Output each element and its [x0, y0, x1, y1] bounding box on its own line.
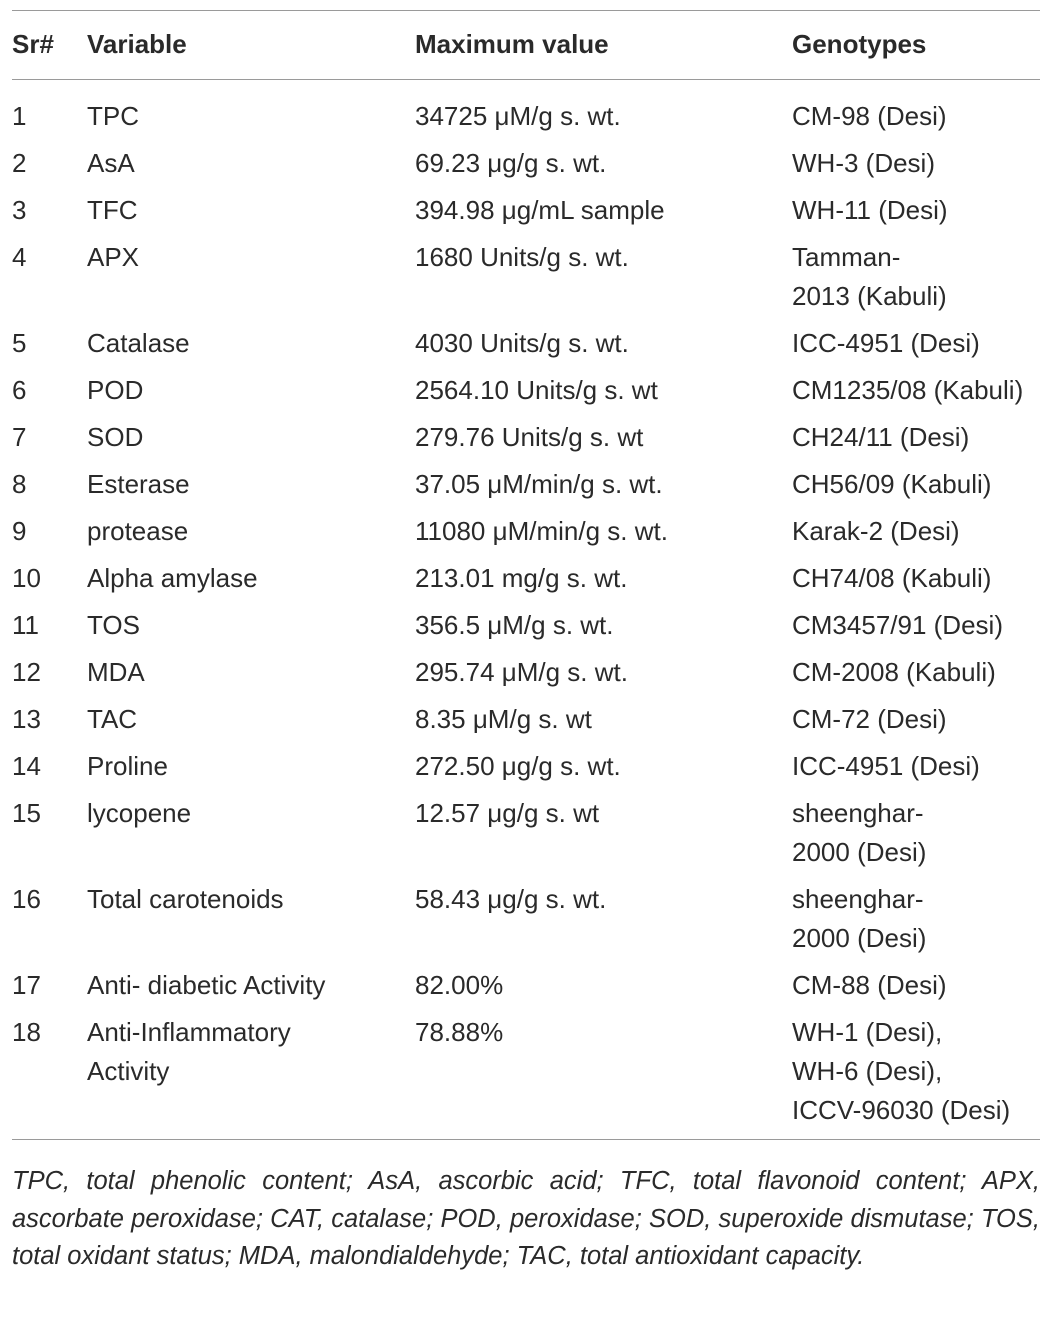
- cell-sr-line: 6: [12, 375, 27, 405]
- cell-variable: [87, 555, 415, 602]
- table-row: [12, 187, 1040, 234]
- cell-genotypes: [792, 962, 1040, 1009]
- cell-genotypes-line: CH56/09 (Kabuli): [792, 469, 992, 499]
- cell-genotypes-line: CM-2008 (Kabuli): [792, 657, 996, 687]
- cell-genotypes-line: WH-1 (Desi),: [792, 1017, 943, 1047]
- table-body: [12, 80, 1040, 1140]
- cell-maximum-value: [415, 649, 792, 696]
- cell-sr: [12, 1009, 87, 1140]
- cell-maximum-value-line: 279.76 Units/g s. wt: [415, 422, 644, 452]
- cell-maximum-value: [415, 508, 792, 555]
- cell-variable-line: Catalase: [87, 328, 190, 358]
- cell-genotypes-line: CM-98 (Desi): [792, 101, 947, 131]
- cell-variable: [87, 876, 415, 962]
- cell-sr-line: 15: [12, 798, 41, 828]
- cell-genotypes: [792, 140, 1040, 187]
- cell-sr-line: 5: [12, 328, 27, 358]
- cell-sr: [12, 696, 87, 743]
- table-row: [12, 140, 1040, 187]
- cell-sr: [12, 320, 87, 367]
- cell-sr: [12, 140, 87, 187]
- cell-genotypes-line: ICC-4951 (Desi): [792, 328, 980, 358]
- cell-genotypes-line: ICC-4951 (Desi): [792, 751, 980, 781]
- table-row: [12, 555, 1040, 602]
- cell-genotypes-line: CM-88 (Desi): [792, 970, 947, 1000]
- cell-genotypes-line: CM1235/08 (Kabuli): [792, 375, 1024, 405]
- cell-genotypes-line: WH-6 (Desi),: [792, 1056, 943, 1086]
- table-row: [12, 414, 1040, 461]
- cell-maximum-value-line: 272.50 μg/g s. wt.: [415, 751, 621, 781]
- cell-maximum-value-line: 213.01 mg/g s. wt.: [415, 563, 628, 593]
- cell-sr: [12, 555, 87, 602]
- cell-variable-line: lycopene: [87, 798, 192, 828]
- cell-variable-line: AsA: [87, 148, 135, 178]
- cell-sr-line: 3: [12, 195, 27, 225]
- cell-variable-line: Anti-Inflammatory: [87, 1017, 291, 1047]
- cell-maximum-value-line: 34725 μM/g s. wt.: [415, 101, 621, 131]
- cell-sr: [12, 461, 87, 508]
- cell-maximum-value: [415, 962, 792, 1009]
- header-variable: Variable: [87, 29, 187, 59]
- cell-genotypes: [792, 555, 1040, 602]
- cell-sr-line: 16: [12, 884, 41, 914]
- header-maximum-value: Maximum value: [415, 29, 609, 59]
- cell-maximum-value: [415, 461, 792, 508]
- cell-maximum-value-line: 12.57 μg/g s. wt: [415, 798, 600, 828]
- cell-sr: [12, 876, 87, 962]
- cell-maximum-value: [415, 696, 792, 743]
- cell-variable: [87, 80, 415, 141]
- cell-sr-line: 8: [12, 469, 27, 499]
- cell-variable: [87, 649, 415, 696]
- cell-sr: [12, 649, 87, 696]
- cell-maximum-value-line: 8.35 μM/g s. wt: [415, 704, 592, 734]
- cell-sr-line: 1: [12, 101, 27, 131]
- cell-genotypes: [792, 80, 1040, 141]
- header-row: [12, 11, 1040, 80]
- cell-genotypes-line: sheenghar-: [792, 798, 924, 828]
- cell-sr-line: 4: [12, 242, 27, 272]
- table-header: [12, 11, 1040, 80]
- cell-variable-line: Alpha amylase: [87, 563, 258, 593]
- cell-maximum-value: [415, 187, 792, 234]
- cell-variable-line: protease: [87, 516, 189, 546]
- cell-genotypes: [792, 234, 1040, 320]
- cell-maximum-value-line: 295.74 μM/g s. wt.: [415, 657, 628, 687]
- cell-genotypes-line: 2000 (Desi): [792, 923, 927, 953]
- cell-sr: [12, 962, 87, 1009]
- cell-sr-line: 9: [12, 516, 27, 546]
- cell-maximum-value-line: 82.00%: [415, 970, 504, 1000]
- cell-sr: [12, 187, 87, 234]
- cell-genotypes-line: Tamman-: [792, 242, 901, 272]
- cell-maximum-value-line: 11080 μM/min/g s. wt.: [415, 516, 668, 546]
- cell-sr-line: 7: [12, 422, 27, 452]
- table-row: [12, 790, 1040, 876]
- table-row: [12, 876, 1040, 962]
- cell-maximum-value: [415, 367, 792, 414]
- cell-sr: [12, 790, 87, 876]
- cell-variable-line: Total carotenoids: [87, 884, 284, 914]
- cell-maximum-value-line: 37.05 μM/min/g s. wt.: [415, 469, 663, 499]
- cell-maximum-value-line: 4030 Units/g s. wt.: [415, 328, 629, 358]
- cell-variable: [87, 696, 415, 743]
- cell-sr-line: 2: [12, 148, 27, 178]
- cell-maximum-value-line: 58.43 μg/g s. wt.: [415, 884, 607, 914]
- table-footnote: TPC, total phenolic content; AsA, ascorbic acid; TFC, total flavonoid content; APX, ascorbate peroxidase; CAT, catalase; POD, peroxidase; SOD, superoxide dismutase; TOS, total oxidant status; MDA, malondialdehyde; TAC, total antioxidant capacity.: [12, 1167, 1040, 1270]
- cell-genotypes: [792, 367, 1040, 414]
- cell-genotypes: [792, 1009, 1040, 1140]
- cell-genotypes: [792, 876, 1040, 962]
- cell-genotypes: [792, 320, 1040, 367]
- cell-genotypes-line: CH74/08 (Kabuli): [792, 563, 992, 593]
- cell-maximum-value: [415, 1009, 792, 1140]
- cell-variable: [87, 602, 415, 649]
- cell-genotypes: [792, 461, 1040, 508]
- cell-genotypes: [792, 790, 1040, 876]
- cell-sr: [12, 367, 87, 414]
- cell-genotypes-line: WH-11 (Desi): [792, 195, 948, 225]
- cell-genotypes-line: CH24/11 (Desi): [792, 422, 970, 452]
- table-row: [12, 461, 1040, 508]
- cell-maximum-value-line: 394.98 μg/mL sample: [415, 195, 665, 225]
- cell-maximum-value-line: 1680 Units/g s. wt.: [415, 242, 629, 272]
- table-row: [12, 320, 1040, 367]
- cell-variable-line: Proline: [87, 751, 168, 781]
- cell-maximum-value: [415, 790, 792, 876]
- table-row: [12, 602, 1040, 649]
- cell-maximum-value-line: 356.5 μM/g s. wt.: [415, 610, 614, 640]
- cell-variable-line: TFC: [87, 195, 138, 225]
- cell-genotypes: [792, 602, 1040, 649]
- table-row: [12, 367, 1040, 414]
- table-row: [12, 80, 1040, 141]
- cell-variable: [87, 1009, 415, 1140]
- cell-variable: [87, 508, 415, 555]
- cell-variable: [87, 962, 415, 1009]
- results-table: [12, 10, 1040, 1140]
- cell-sr-line: 13: [12, 704, 41, 734]
- cell-sr: [12, 414, 87, 461]
- cell-genotypes: [792, 187, 1040, 234]
- table-row: [12, 508, 1040, 555]
- cell-variable-line: TAC: [87, 704, 138, 734]
- cell-genotypes: [792, 414, 1040, 461]
- cell-sr-line: 18: [12, 1017, 41, 1047]
- cell-sr-line: 14: [12, 751, 41, 781]
- cell-maximum-value: [415, 320, 792, 367]
- cell-variable: [87, 743, 415, 790]
- table-row: [12, 649, 1040, 696]
- cell-genotypes-line: Karak-2 (Desi): [792, 516, 960, 546]
- cell-maximum-value-line: 69.23 μg/g s. wt.: [415, 148, 607, 178]
- cell-sr-line: 17: [12, 970, 41, 1000]
- cell-maximum-value: [415, 602, 792, 649]
- header-sr: Sr#: [12, 29, 54, 59]
- cell-variable-line: TOS: [87, 610, 140, 640]
- cell-maximum-value: [415, 876, 792, 962]
- cell-sr: [12, 234, 87, 320]
- cell-genotypes-line: 2000 (Desi): [792, 837, 927, 867]
- cell-sr: [12, 602, 87, 649]
- table-row: [12, 743, 1040, 790]
- cell-sr: [12, 743, 87, 790]
- cell-sr-line: 11: [12, 610, 39, 640]
- cell-maximum-value: [415, 80, 792, 141]
- table-row: [12, 696, 1040, 743]
- cell-variable-line: MDA: [87, 657, 145, 687]
- cell-variable-line: Activity: [87, 1056, 170, 1086]
- cell-sr-line: 12: [12, 657, 41, 687]
- cell-variable: [87, 367, 415, 414]
- cell-variable-line: TPC: [87, 101, 139, 131]
- table-row: [12, 234, 1040, 320]
- cell-genotypes-line: CM3457/91 (Desi): [792, 610, 1003, 640]
- cell-sr: [12, 80, 87, 141]
- cell-variable: [87, 461, 415, 508]
- cell-genotypes: [792, 649, 1040, 696]
- cell-variable: [87, 320, 415, 367]
- cell-variable: [87, 414, 415, 461]
- cell-variable-line: Esterase: [87, 469, 190, 499]
- cell-variable-line: SOD: [87, 422, 144, 452]
- cell-variable-line: Anti- diabetic Activity: [87, 970, 326, 1000]
- cell-sr-line: 10: [12, 563, 41, 593]
- cell-genotypes: [792, 508, 1040, 555]
- table-row: [12, 1009, 1040, 1140]
- cell-variable: [87, 790, 415, 876]
- cell-genotypes: [792, 696, 1040, 743]
- cell-variable-line: APX: [87, 242, 140, 272]
- table-row: [12, 962, 1040, 1009]
- cell-genotypes: [792, 743, 1040, 790]
- cell-variable: [87, 234, 415, 320]
- cell-variable: [87, 140, 415, 187]
- cell-maximum-value: [415, 234, 792, 320]
- cell-genotypes-line: WH-3 (Desi): [792, 148, 935, 178]
- cell-genotypes-line: ICCV-96030 (Desi): [792, 1095, 1011, 1125]
- cell-genotypes-line: CM-72 (Desi): [792, 704, 947, 734]
- cell-maximum-value-line: 2564.10 Units/g s. wt: [415, 375, 658, 405]
- cell-sr: [12, 508, 87, 555]
- cell-genotypes-line: sheenghar-: [792, 884, 924, 914]
- cell-genotypes-line: 2013 (Kabuli): [792, 281, 947, 311]
- cell-variable-line: POD: [87, 375, 144, 405]
- cell-maximum-value: [415, 743, 792, 790]
- cell-maximum-value: [415, 555, 792, 602]
- cell-variable: [87, 187, 415, 234]
- cell-maximum-value-line: 78.88%: [415, 1017, 504, 1047]
- cell-maximum-value: [415, 140, 792, 187]
- header-genotypes: Genotypes: [792, 29, 927, 59]
- cell-maximum-value: [415, 414, 792, 461]
